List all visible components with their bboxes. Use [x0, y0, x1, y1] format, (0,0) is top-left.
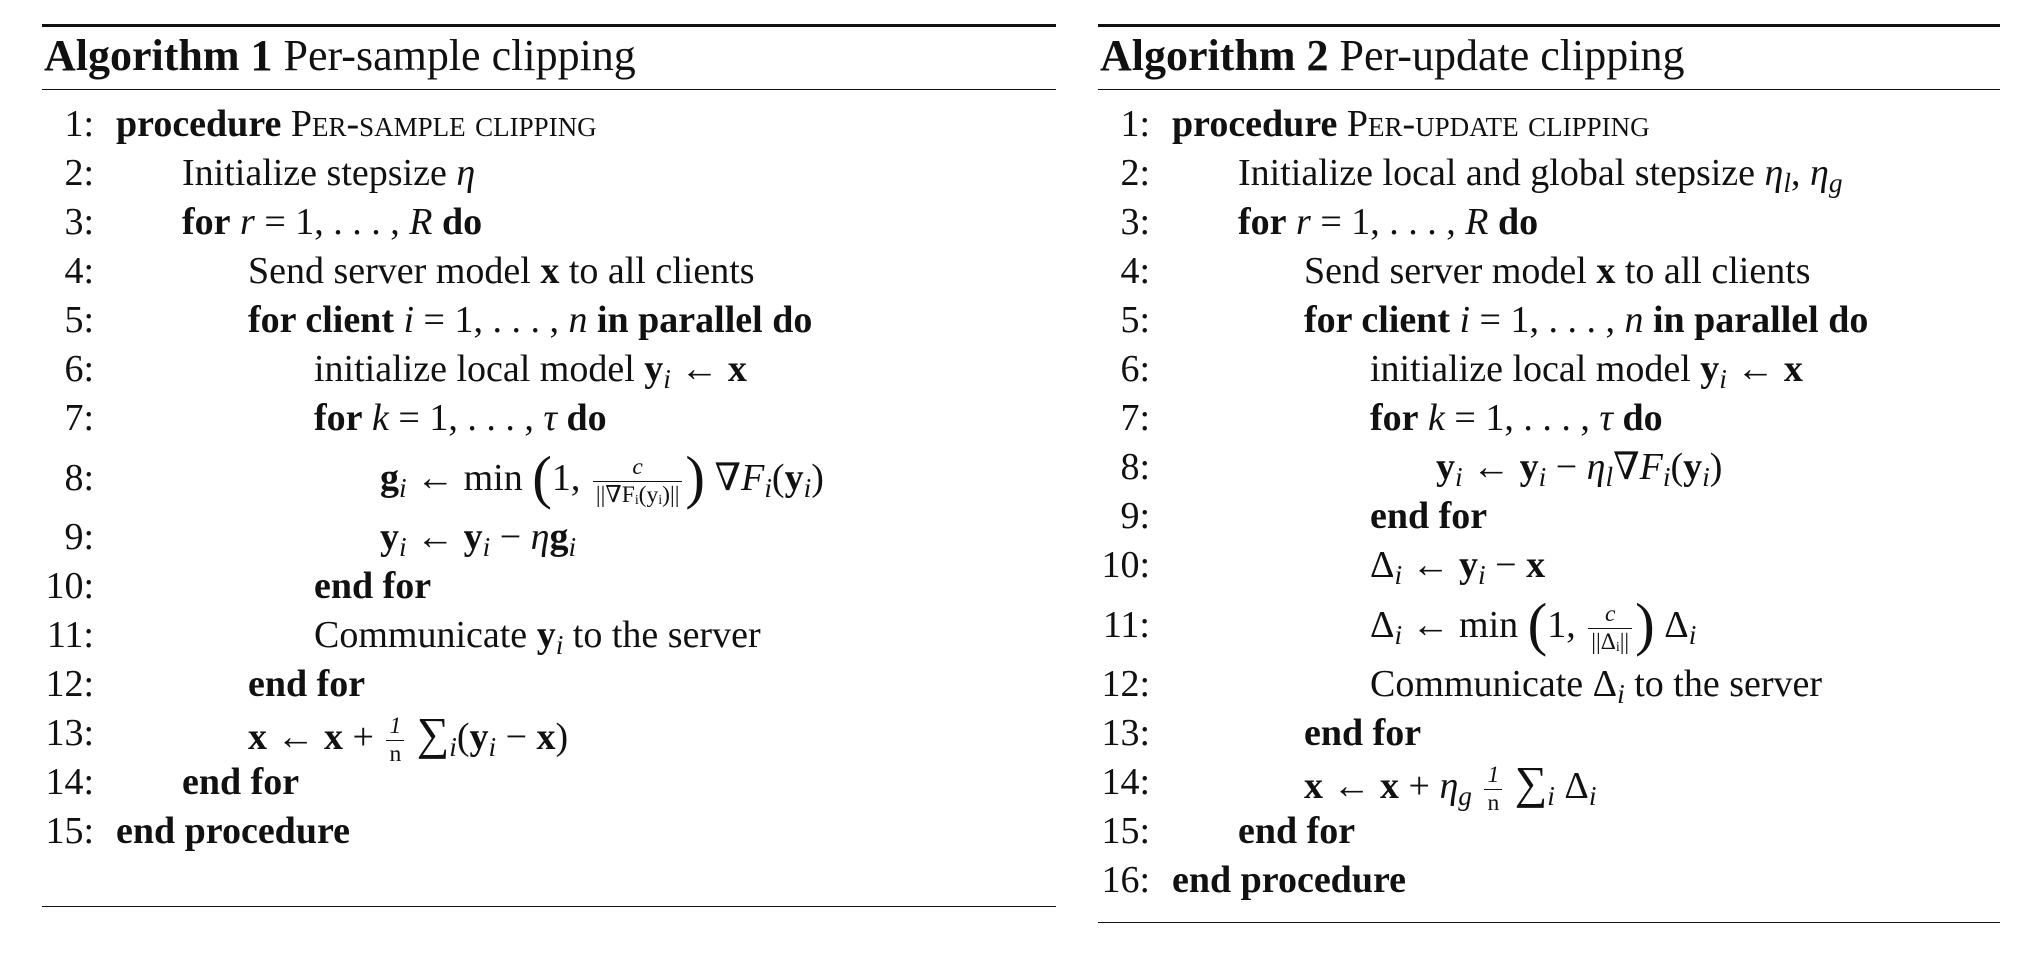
text-fragment: x [727, 348, 747, 390]
text-fragment: η [1810, 152, 1829, 194]
line-content [116, 807, 350, 856]
text-fragment: ( [456, 716, 470, 758]
text-fragment: initialize local model [314, 348, 645, 390]
keyword: do [1622, 397, 1663, 439]
algorithm-line [42, 443, 1056, 513]
subscript: i [555, 629, 564, 660]
keyword: in parallel do [596, 299, 813, 341]
fraction-numerator: 1 [386, 713, 404, 741]
line-content [314, 562, 431, 611]
line-number: 10: [1101, 544, 1150, 586]
algorithm-line [1098, 807, 2000, 856]
keyword: for [314, 397, 363, 439]
keyword: end for [314, 565, 432, 607]
text-fragment: η [1586, 446, 1606, 488]
algorithm-line [1098, 590, 2000, 660]
subscript: i [1588, 780, 1597, 811]
text-fragment: ← [1462, 446, 1520, 488]
keyword: end procedure [1172, 859, 1406, 901]
text-fragment [1419, 397, 1429, 439]
keyword: do [566, 397, 607, 439]
text-fragment: n [568, 299, 588, 341]
text-fragment: = 1, . . . , [1444, 397, 1600, 439]
line-content [1304, 709, 1421, 758]
subscript: i [399, 472, 407, 503]
algorithm-line [42, 708, 1056, 767]
algorithm-label: Algorithm 2 [1100, 31, 1329, 80]
keyword: for [1238, 201, 1287, 243]
text-fragment: ← [670, 348, 728, 390]
text-fragment: y [644, 348, 664, 390]
line-content [182, 758, 299, 807]
text-fragment: ) [811, 457, 824, 499]
text-fragment [587, 299, 597, 341]
algorithm-line [42, 296, 1056, 345]
text-fragment: i [403, 299, 415, 341]
text-fragment: x [324, 716, 343, 758]
text-fragment: initialize local model [1370, 348, 1701, 390]
line-number: 2: [64, 152, 94, 194]
keyword: for [1370, 397, 1419, 439]
keyword: end for [1304, 712, 1422, 754]
keyword: end for [1238, 810, 1356, 852]
text-fragment: x [540, 250, 560, 292]
text-fragment: ( [771, 457, 785, 499]
subscript: g [1458, 780, 1472, 811]
text-fragment: ← [267, 716, 324, 758]
text-fragment: r [240, 201, 255, 243]
algorithm-line [42, 807, 1056, 856]
algorithm-line [1098, 709, 2000, 758]
text-fragment: ) [685, 445, 706, 511]
text-fragment: to the server [563, 614, 761, 656]
algorithm-line [42, 149, 1056, 198]
line-number: 4: [64, 250, 94, 292]
text-fragment: i [1459, 299, 1471, 341]
line-number: 6: [1120, 348, 1150, 390]
line-content [182, 198, 482, 247]
text-fragment: − [1485, 544, 1527, 586]
fraction-numerator: c [593, 454, 683, 482]
line-number: 5: [64, 299, 94, 341]
subscript: i [1455, 461, 1463, 492]
keyword: procedure [116, 103, 282, 145]
line-content [182, 149, 475, 198]
line-number: 7: [64, 397, 94, 439]
line-content [1238, 198, 1538, 247]
subscript: i [399, 531, 407, 562]
text-fragment: Initialize stepsize [182, 152, 457, 194]
line-number: 10: [45, 565, 94, 607]
fraction-denominator: ||∇Fᵢ(yᵢ)|| [595, 481, 680, 508]
text-fragment: y [469, 716, 489, 758]
text-fragment: ) [1709, 446, 1723, 488]
subscript: i [803, 472, 812, 503]
algorithm-line [42, 611, 1056, 660]
algorithm-caption [1098, 27, 2000, 89]
text-fragment: Send server model [1304, 250, 1597, 292]
text-fragment: − [1546, 446, 1587, 488]
line-number: 8: [1120, 446, 1150, 488]
algorithm-2-block [1098, 24, 2000, 905]
text-fragment: = 1, . . . , [1470, 299, 1625, 341]
text-fragment: y [380, 516, 399, 558]
text-fragment: ← [406, 516, 464, 558]
text-fragment: to all clients [559, 250, 755, 292]
fraction-numerator: 1 [1484, 762, 1502, 790]
subscript: i [449, 731, 457, 762]
text-fragment: x [1783, 348, 1803, 390]
fraction [1588, 601, 1632, 656]
text-fragment: − [490, 516, 531, 558]
text-fragment: + [1399, 765, 1440, 807]
text-fragment: y [1519, 446, 1539, 488]
line-number: 3: [1120, 201, 1150, 243]
algorithm-line [42, 345, 1056, 394]
subscript: i [1538, 461, 1547, 492]
algorithm-line [42, 758, 1056, 807]
line-number: 1: [64, 103, 94, 145]
text-fragment: x [248, 716, 267, 758]
line-content [1370, 394, 1663, 443]
text-fragment: y [536, 614, 556, 656]
line-number: 8: [64, 457, 94, 499]
text-fragment: η [530, 516, 550, 558]
line-content [1370, 492, 1487, 541]
text-fragment: ) [1635, 592, 1655, 658]
algorithm-lines [42, 90, 1056, 856]
line-number: 14: [45, 761, 94, 803]
line-content [1172, 856, 1406, 905]
text-fragment: g [380, 457, 399, 499]
line-number: 4: [1120, 250, 1150, 292]
text-fragment: η [1764, 152, 1784, 194]
line-number: 9: [64, 516, 94, 558]
subscript: i [1394, 619, 1403, 650]
subscript: i [1478, 559, 1486, 590]
text-fragment [1488, 201, 1498, 243]
algorithm-line [1098, 856, 2000, 905]
subscript: i [482, 531, 491, 562]
text-fragment: ← [1402, 544, 1460, 586]
line-number: 1: [1120, 103, 1150, 145]
text-fragment: R [409, 201, 433, 243]
subscript: i [1617, 678, 1625, 709]
algorithm-line [1098, 757, 2000, 816]
text-fragment: Communicate Δ [1370, 663, 1618, 705]
text-fragment: to all clients [1615, 250, 1811, 292]
line-number: 16: [1101, 859, 1150, 901]
keyword: procedure [1172, 103, 1338, 145]
text-fragment: k [1428, 397, 1445, 439]
algorithm-line [42, 562, 1056, 611]
text-fragment: η [1439, 765, 1459, 807]
text-fragment: 1, [551, 457, 590, 499]
text-fragment: Communicate [314, 614, 537, 656]
fraction-denominator: ||Δᵢ|| [1591, 628, 1630, 655]
algorithm-line [1098, 443, 2000, 492]
text-fragment: y [1459, 544, 1479, 586]
text-fragment: τ [543, 397, 557, 439]
algorithm-line [1098, 492, 2000, 541]
algorithm-title: Per-update clipping [1339, 31, 1685, 80]
text-fragment: − [496, 716, 537, 758]
subscript: i [1702, 461, 1710, 492]
algorithm-line [1098, 198, 2000, 247]
text-fragment: r [1296, 201, 1311, 243]
text-fragment: Δ [1554, 765, 1589, 807]
text-fragment: = 1, . . . , [414, 299, 569, 341]
text-fragment: ← [1726, 348, 1784, 390]
text-fragment [1287, 201, 1297, 243]
text-fragment: Send server model [248, 250, 541, 292]
line-content [1304, 247, 1811, 296]
line-number: 2: [1120, 152, 1150, 194]
text-fragment: n [1624, 299, 1644, 341]
text-fragment [1472, 765, 1482, 807]
text-fragment: F [741, 457, 765, 499]
text-fragment: to the server [1624, 663, 1823, 705]
algorithm-line [1098, 149, 2000, 198]
algorithm-line [1098, 541, 2000, 590]
text-fragment: x [1304, 765, 1323, 807]
subscript: i [1719, 363, 1727, 394]
text-fragment: ( [532, 445, 552, 511]
text-fragment: x [1596, 250, 1616, 292]
text-fragment: ∇ [1613, 446, 1640, 488]
text-fragment [432, 201, 442, 243]
algorithm-line [42, 513, 1056, 562]
line-number: 14: [1101, 761, 1150, 803]
keyword: in parallel do [1652, 299, 1869, 341]
text-fragment: τ [1599, 397, 1613, 439]
text-fragment [363, 397, 373, 439]
line-content [248, 247, 755, 296]
subscript: l [1783, 167, 1791, 198]
text-fragment: 1, [1547, 604, 1586, 646]
keyword: end for [182, 761, 300, 803]
text-fragment: y [1683, 446, 1703, 488]
line-number: 3: [64, 201, 94, 243]
line-content [1370, 590, 1696, 670]
text-fragment: x [536, 716, 556, 758]
text-fragment: F [1639, 446, 1663, 488]
line-number: 15: [45, 810, 94, 852]
text-fragment: Δ [1654, 604, 1689, 646]
subscript: i [1394, 559, 1403, 590]
text-fragment: Δ [1370, 604, 1395, 646]
text-fragment: , [1791, 152, 1810, 194]
line-content [248, 660, 365, 709]
subscript: i [568, 531, 577, 562]
algorithm-line [42, 198, 1056, 247]
text-fragment: ) [555, 716, 569, 758]
text-fragment: k [372, 397, 389, 439]
algorithm-lines [1098, 90, 2000, 905]
line-number: 6: [64, 348, 94, 390]
subscript: g [1828, 167, 1843, 198]
keyword: for client [1304, 299, 1450, 341]
text-fragment: Initialize local and global stepsize [1238, 152, 1765, 194]
line-number: 13: [1101, 712, 1150, 754]
fraction-denominator: n [389, 740, 402, 767]
algorithm-line [1098, 247, 2000, 296]
text-fragment: ← min [406, 457, 533, 499]
line-content [1172, 100, 1650, 149]
algorithm-line [42, 394, 1056, 443]
keyword: do [441, 201, 483, 243]
algorithm-1-block [42, 24, 1056, 856]
subscript: i [1547, 780, 1555, 811]
subscript: i [1688, 619, 1697, 650]
algorithm-line [1098, 100, 2000, 149]
line-number: 11: [46, 614, 94, 656]
line-number: 11: [1102, 604, 1150, 646]
text-fragment: x [1380, 765, 1399, 807]
text-fragment: = 1, . . . , [1310, 201, 1466, 243]
text-fragment: ∑ [416, 708, 450, 759]
text-fragment: y [784, 457, 804, 499]
line-number: 5: [1120, 299, 1150, 341]
algorithm-line [1098, 660, 2000, 709]
text-fragment [1643, 299, 1653, 341]
line-content [1304, 296, 1868, 345]
procedure-name: Per-sample clipping [281, 103, 597, 145]
line-content [1238, 807, 1355, 856]
algorithm-line [42, 660, 1056, 709]
subscript: i [764, 472, 772, 503]
text-fragment: ∇ [705, 457, 742, 499]
text-fragment [1505, 765, 1515, 807]
line-number: 13: [45, 712, 94, 754]
text-fragment: R [1465, 201, 1489, 243]
subscript: l [1605, 461, 1614, 492]
text-fragment: ( [1670, 446, 1684, 488]
procedure-name: Per-update clipping [1337, 103, 1650, 145]
bottom-rule [42, 906, 1056, 907]
text-fragment: = 1, . . . , [388, 397, 544, 439]
line-content [248, 296, 812, 345]
text-fragment: y [463, 516, 483, 558]
text-fragment: ← [1323, 765, 1380, 807]
text-fragment: Δ [1370, 544, 1395, 586]
algorithm-label: Algorithm 1 [44, 31, 273, 80]
text-fragment: ( [1527, 592, 1548, 658]
text-fragment [407, 716, 417, 758]
text-fragment: ∑ [1514, 757, 1548, 808]
keyword: for [182, 201, 231, 243]
fraction-numerator: c [1588, 601, 1632, 629]
bottom-rule [1098, 922, 2000, 923]
keyword: end for [248, 663, 366, 705]
line-content [314, 394, 607, 443]
algorithm-line [42, 247, 1056, 296]
line-number: 9: [1120, 495, 1150, 537]
text-fragment: y [1700, 348, 1720, 390]
fraction [593, 454, 683, 509]
text-fragment: x [1526, 544, 1546, 586]
algorithm-line [1098, 345, 2000, 394]
line-number: 7: [1120, 397, 1150, 439]
algorithm-line [1098, 394, 2000, 443]
text-fragment [231, 201, 241, 243]
keyword: for client [248, 299, 394, 341]
line-content [116, 100, 597, 149]
text-fragment: ← min [1402, 604, 1528, 646]
algorithm-title: Per-sample clipping [283, 31, 636, 80]
line-number: 12: [45, 663, 94, 705]
text-fragment: = 1, . . . , [254, 201, 410, 243]
subscript: i [1662, 461, 1671, 492]
algorithm-line [1098, 296, 2000, 345]
keyword: do [1497, 201, 1539, 243]
subscript: i [663, 363, 671, 394]
text-fragment: g [549, 516, 569, 558]
text-fragment: y [1436, 446, 1455, 488]
algorithm-caption [42, 27, 1056, 89]
keyword: end for [1370, 495, 1488, 537]
fraction-denominator: n [1487, 789, 1500, 816]
line-number: 12: [1101, 663, 1150, 705]
subscript: i [488, 731, 497, 762]
keyword: end procedure [116, 810, 350, 852]
line-content [380, 443, 824, 523]
text-fragment: η [456, 152, 476, 194]
line-number: 15: [1101, 810, 1150, 852]
algorithm-line [42, 100, 1056, 149]
text-fragment: + [343, 716, 384, 758]
